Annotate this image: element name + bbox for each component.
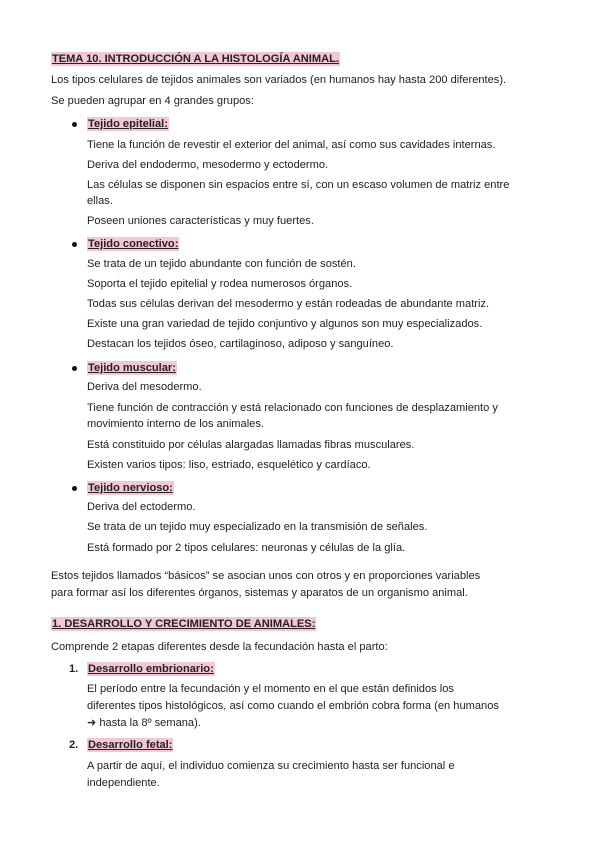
conectivo-line-2: Soporta el tejido epitelial y rodea numerosos órganos. xyxy=(87,278,353,290)
muscular-line-2: Tiene función de contracción y está relacionado con funciones de desplazamiento y xyxy=(87,402,498,414)
section-intro: Comprende 2 etapas diferentes desde la fecundación hasta el parto: xyxy=(51,641,388,653)
bullet-icon xyxy=(72,366,77,371)
conectivo-line-5: Destacan los tejidos óseo, cartilaginoso, adiposo y sanguíneo. xyxy=(87,338,394,350)
embrionario-line-1: El período entre la fecundación y el momento en el que están definidos los xyxy=(87,683,454,695)
stage-number: 1. xyxy=(69,663,79,675)
epitelial-line-3: Las células se disponen sin espacios entre sí, con un escaso volumen de matriz entre xyxy=(87,179,510,191)
conectivo-line-3: Todas sus células derivan del mesodermo y están rodeadas de abundante matriz. xyxy=(87,298,490,310)
intro-line-2: Se pueden agrupar en 4 grandes grupos: xyxy=(51,95,254,107)
bullet-icon xyxy=(72,122,77,127)
stage-heading-embrionario: Desarrollo embrionario: xyxy=(88,663,214,675)
muscular-line-5: Existen varios tipos: liso, estriado, esquelético y cardíaco. xyxy=(87,459,371,471)
fetal-line-1: A partir de aquí, el individuo comienza su crecimiento hasta ser funcional e xyxy=(87,760,455,772)
stage-number: 2. xyxy=(69,739,79,751)
muscular-line-4: Está constituido por células alargadas llamadas fibras musculares. xyxy=(87,439,415,451)
nervioso-line-2: Se trata de un tejido muy especializado en la transmisión de señales. xyxy=(87,521,428,533)
epitelial-line-2: Deriva del endodermo, mesodermo y ectodermo. xyxy=(87,159,329,171)
embrionario-line-2: diferentes tipos histológicos, así como cuando el embrión cobra forma (en humanos xyxy=(87,700,499,712)
nervioso-line-3: Está formado por 2 tipos celulares: neuronas y células de la glía. xyxy=(87,542,406,554)
section-title: 1. DESARROLLO Y CRECIMIENTO DE ANIMALES: xyxy=(52,618,316,630)
bullet-icon xyxy=(72,486,77,491)
intro-line-1: Los tipos celulares de tejidos animales son variados (en humanos hay hasta 200 diferentes). xyxy=(51,74,507,86)
group-heading-epitelial: Tejido epitelial: xyxy=(88,118,168,130)
epitelial-line-1: Tiene la función de revestir el exterior del animal, así como sus cavidades internas. xyxy=(87,139,496,151)
epitelial-line-4: ellas. xyxy=(87,195,113,207)
document-title: TEMA 10. INTRODUCCIÓN A LA HISTOLOGÍA ANIMAL. xyxy=(52,53,339,65)
conectivo-line-4: Existe una gran variedad de tejido conjuntivo y algunos son muy especializados. xyxy=(87,318,483,330)
bullet-icon xyxy=(72,242,77,247)
muscular-line-3: movimiento interno de los animales. xyxy=(87,418,264,430)
epitelial-line-5: Poseen uniones características y muy fuertes. xyxy=(87,215,314,227)
conectivo-line-1: Se trata de un tejido abundante con función de sostén. xyxy=(87,258,356,270)
fetal-line-2: independiente. xyxy=(87,777,160,789)
summary-line-2: para formar así los diferentes órganos, sistemas y aparatos de un organismo animal. xyxy=(51,587,468,599)
group-heading-muscular: Tejido muscular: xyxy=(88,362,176,374)
nervioso-line-1: Deriva del ectodermo. xyxy=(87,501,196,513)
muscular-line-1: Deriva del mesodermo. xyxy=(87,381,202,393)
summary-line-1: Estos tejidos llamados “básicos” se asocian unos con otros y en proporciones variables xyxy=(51,570,481,582)
group-heading-conectivo: Tejido conectivo: xyxy=(88,238,179,250)
embrionario-line-3: ➜ hasta la 8º semana). xyxy=(87,717,201,729)
stage-heading-fetal: Desarrollo fetal: xyxy=(88,739,173,751)
group-heading-nervioso: Tejido nervioso: xyxy=(88,482,173,494)
